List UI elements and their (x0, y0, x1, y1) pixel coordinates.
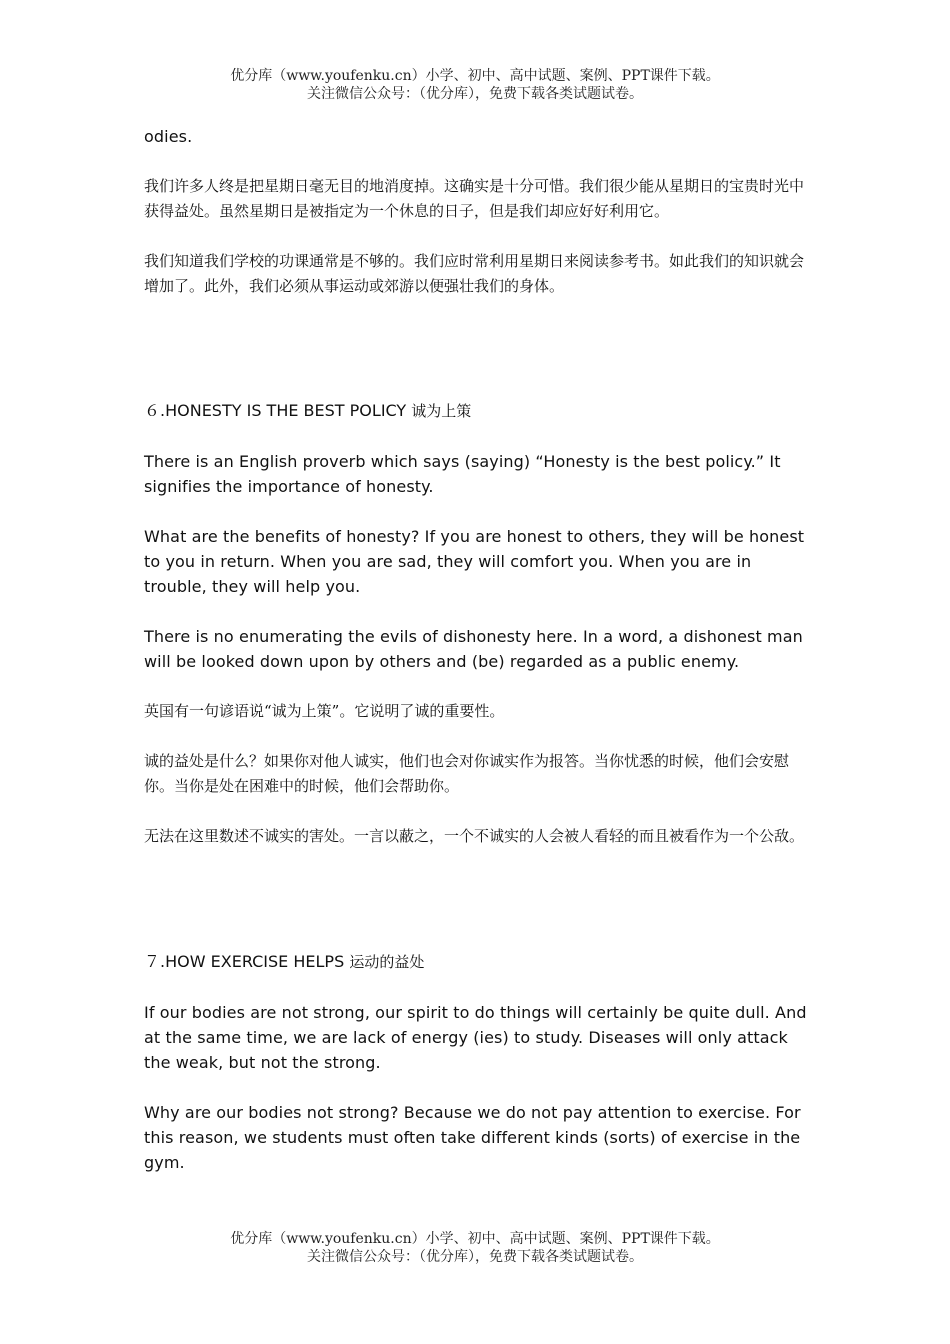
footer-line-1: 优分库（www.youfenku.cn）小学、初中、高中试题、案例、PPT课件下载。 (230, 1231, 720, 1247)
section7-en-paragraph-1: If our bodies are not strong, our spirit to do things will certainly be quite dull. And at the same time, we are lack of energy (ies) to study. Diseases will only attack the weak, but not the strong. (144, 1003, 807, 1072)
section5-tail-text: odies. (144, 127, 193, 146)
page-header (0, 67, 950, 103)
section6-zh-paragraph-1: 英国有一句谚语说“诚为上策”。它说明了诚的重要性。 (144, 702, 505, 720)
footer-line-2: 关注微信公众号：（优分库），免费下载各类试题试卷。 (307, 1249, 643, 1265)
section5-zh-paragraph-2: 我们知道我们学校的功课通常是不够的。我们应时常利用星期日来阅读参考书。如此我们的知识就会增加了。此外，我们必须从事运动或郊游以便强壮我们的身体。 (144, 252, 805, 295)
section7-title-zh: 运动的益处 (349, 953, 425, 971)
section6-title-zh: 诚为上策 (411, 402, 472, 420)
section7-title-en: .HOW EXERCISE HELPS (160, 952, 345, 971)
section6-en-paragraph-3: There is no enumerating the evils of dishonesty here. In a word, a dishonest man will be looked down upon by others and (be) regarded as a public enemy. (144, 627, 803, 671)
section5-zh-paragraph-1: 我们许多人终是把星期日毫无目的地消度掉。这确实是十分可惜。我们很少能从星期日的宝贵时光中获得益处。虽然星期日是被指定为一个休息的日子，但是我们却应好好利用它。 (144, 177, 805, 220)
page-footer (0, 1230, 950, 1266)
section6-heading (144, 398, 808, 424)
section6-number: ６ (144, 401, 161, 420)
section7-en-paragraph-2: Why are our bodies not strong? Because we do not pay attention to exercise. For this reason, we students must often take different kinds (sorts) of exercise in the gym. (144, 1103, 801, 1172)
document-body (144, 124, 808, 1175)
section7-number: ７ (144, 952, 161, 971)
header-line-2: 关注微信公众号：（优分库），免费下载各类试题试卷。 (307, 86, 643, 102)
section6-zh-paragraph-3: 无法在这里数述不诚实的害处。一言以蔽之，一个不诚实的人会被人看轻的而且被看作为一个公敌。 (144, 827, 805, 845)
section6-en-paragraph-2: What are the benefits of honesty? If you are honest to others, they will be honest to you in return. When you are sad, they will comfort you. When you are in trouble, they will help you. (144, 527, 805, 596)
section6-title-en: .HONESTY IS THE BEST POLICY (160, 401, 407, 420)
header-line-1: 优分库（www.youfenku.cn）小学、初中、高中试题、案例、PPT课件下载。 (230, 68, 720, 84)
section6-zh-paragraph-2: 诚的益处是什么？如果你对他人诚实，他们也会对你诚实作为报答。当你忧悉的时候，他们会安慰你。当你是处在困难中的时候，他们会帮助你。 (144, 752, 790, 795)
section6-en-paragraph-1: There is an English proverb which says (saying) “Honesty is the best policy.” It signifies the importance of honesty. (144, 452, 781, 496)
section7-heading (144, 949, 808, 975)
